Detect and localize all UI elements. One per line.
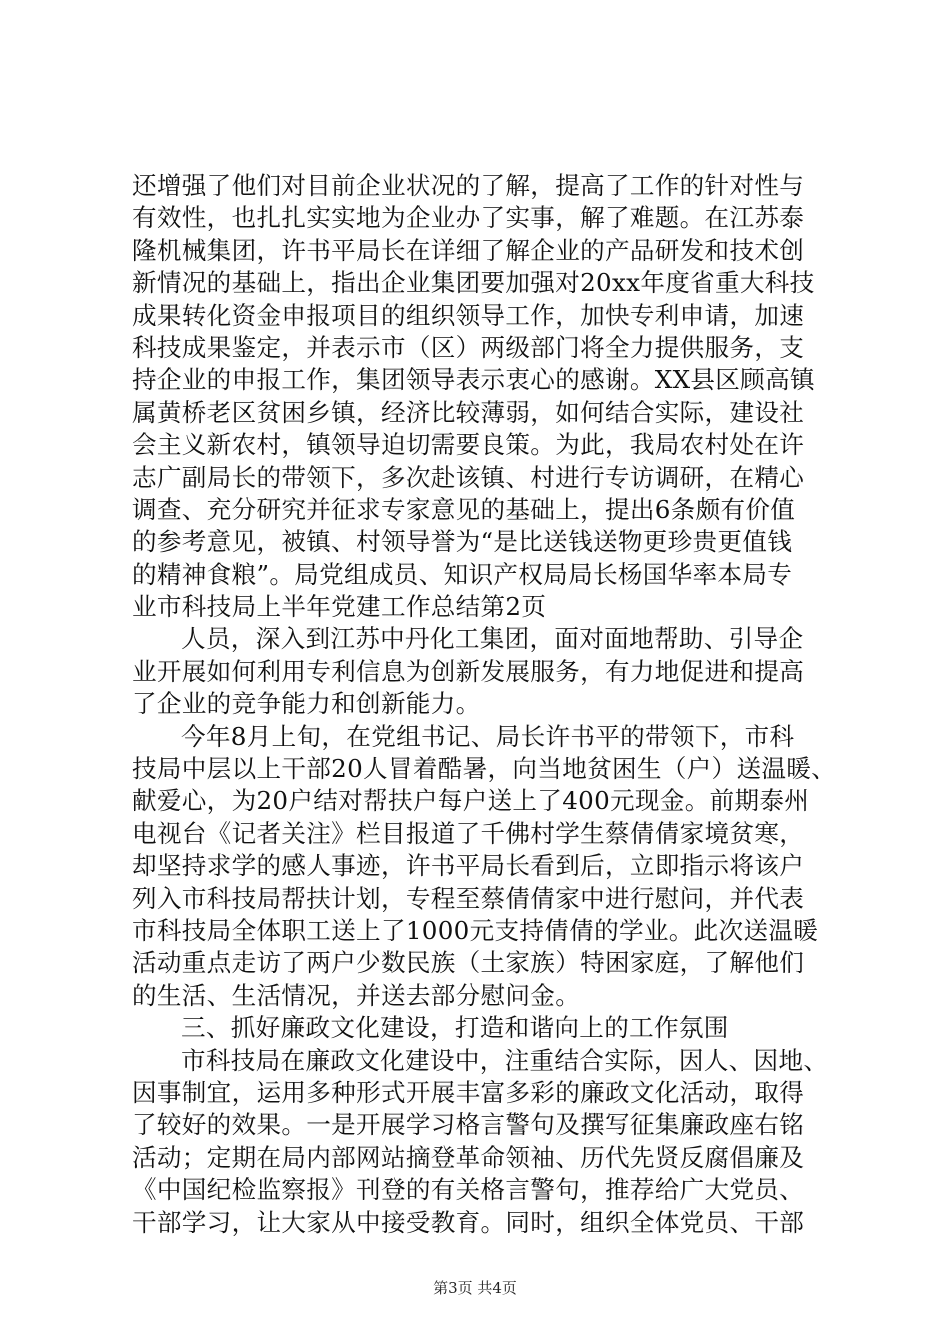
text-line: 成果转化资金申报项目的组织领导工作，加快专利申请，加速 <box>132 300 805 330</box>
text-line: 的精神食粮”。局党组成员、知识产权局局长杨国华率本局专 <box>132 559 793 589</box>
text-line: 市科技局全体职工送上了1000元支持倩倩的学业。此次送温暖 <box>132 915 819 945</box>
text-line: 属黄桥老区贫困乡镇，经济比较薄弱，如何结合实际，建设社 <box>132 397 805 427</box>
text-line: 有效性，也扎扎实实地为企业办了实事，解了难题。在江苏泰 <box>132 203 805 233</box>
text-line: 持企业的申报工作，集团领导表示衷心的感谢。XX县区顾高镇 <box>132 365 815 395</box>
text-line: 调查、充分研究并征求专家意见的基础上，提出6条颇有价值 <box>132 494 796 524</box>
page-footer: 第3页 共4页 <box>433 1279 517 1297</box>
text-line: 市科技局在廉政文化建设中，注重结合实际，因人、因地、 <box>181 1045 829 1075</box>
text-line: 还增强了他们对目前企业状况的了解，提高了工作的针对性与 <box>132 171 805 200</box>
text-line: 的生活、生活情况，并送去部分慰问金。 <box>132 980 581 1010</box>
text-line: 因事制宜，运用多种形式开展丰富多彩的廉政文化活动，取得 <box>132 1077 805 1107</box>
text-line: 列入市科技局帮扶计划，专程至蔡倩倩家中进行慰问，并代表 <box>132 883 805 913</box>
text-line: 三、抓好廉政文化建设，打造和谐向上的工作氛围 <box>181 1013 729 1043</box>
document-body <box>132 170 837 1239</box>
text-line: 科技成果鉴定，并表示市（区）两级部门将全力提供服务，支 <box>132 332 805 362</box>
text-line: 人员，深入到江苏中丹化工集团，面对面地帮助、引导企 <box>181 624 804 654</box>
text-line: 业市科技局上半年党建工作总结第2页 <box>132 592 547 622</box>
text-line: 志广副局长的带领下，多次赴该镇、村进行专访调研，在精心 <box>132 462 805 492</box>
text-line: 了企业的竞争能力和创新能力。 <box>132 689 481 719</box>
text-line: 隆机械集团，许书平局长在详细了解企业的产品研发和技术创 <box>132 235 805 265</box>
text-line: 业开展如何利用专利信息为创新发展服务，有力地促进和提高 <box>132 656 805 686</box>
text-line: 活动重点走访了两户少数民族（土家族）特困家庭，了解他们 <box>132 948 805 978</box>
text-line: 电视台《记者关注》栏目报道了千佛村学生蔡倩倩家境贫寒， <box>132 818 805 848</box>
text-line: 活动；定期在局内部网站摘登革命领袖、历代先贤反腐倡廉及 <box>132 1142 805 1172</box>
text-line: 干部学习，让大家从中接受教育。同时，组织全体党员、干部 <box>132 1207 805 1237</box>
text-line: 的参考意见，被镇、村领导誉为“是比送钱送物更珍贵更值钱 <box>132 527 793 557</box>
text-line: 技局中层以上干部20人冒着酷暑，向当地贫困生（户）送温暖、 <box>132 754 837 784</box>
text-line: 献爱心，为20户结对帮扶户每户送上了400元现金。前期泰州 <box>132 786 810 816</box>
text-line: 新情况的基础上，指出企业集团要加强对20xx年度省重大科技 <box>132 268 815 298</box>
text-line: 却坚持求学的感人事迹，许书平局长看到后，立即指示将该户 <box>132 851 805 881</box>
text-line: 了较好的效果。一是开展学习格言警句及撰写征集廉政座右铭 <box>132 1110 805 1140</box>
text-line: 今年8月上旬，在党组书记、局长许书平的带领下，市科 <box>181 721 795 751</box>
text-line: 会主义新农村，镇领导迫切需要良策。为此，我局农村处在许 <box>132 430 805 460</box>
text-line: 《中国纪检监察报》刊登的有关格言警句，推荐给广大党员、 <box>132 1175 805 1205</box>
